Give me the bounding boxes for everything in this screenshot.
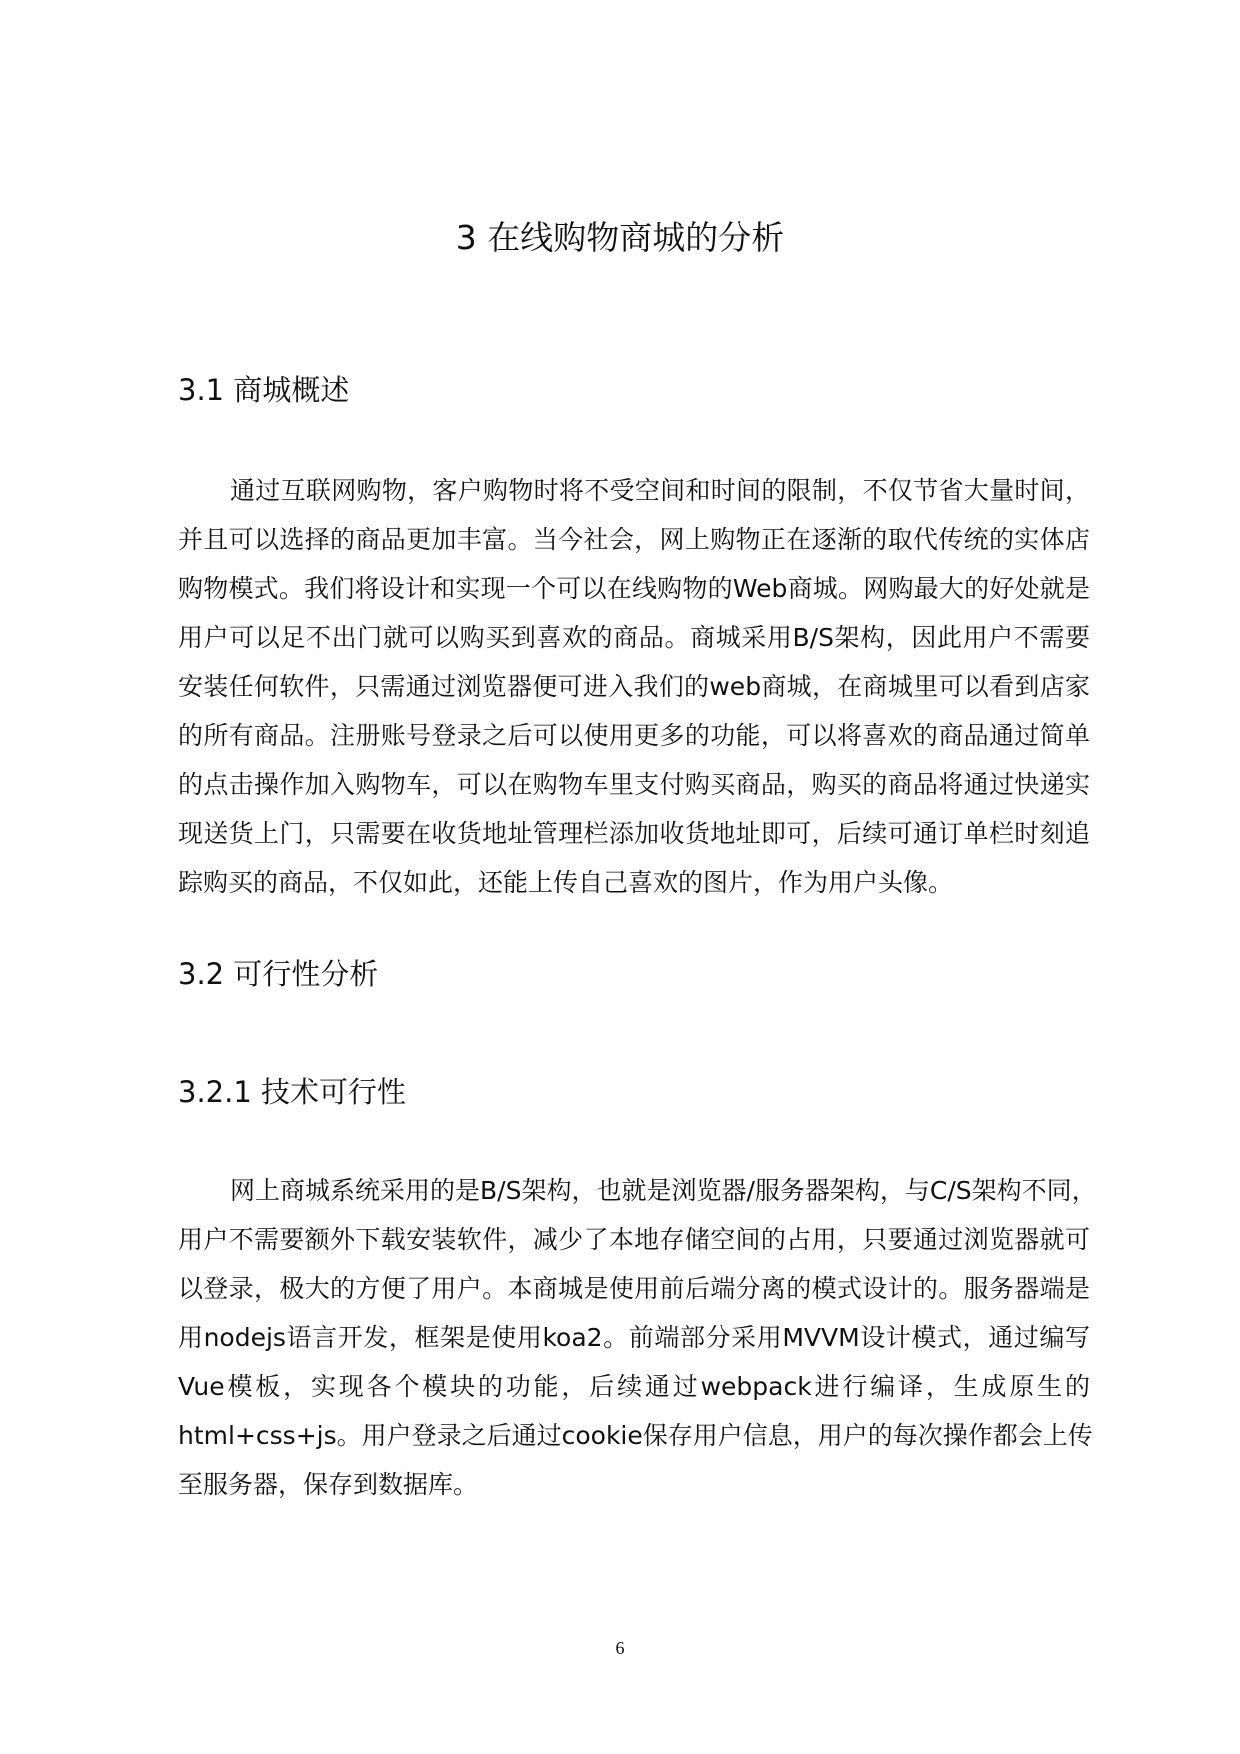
text-line: 并且可以选择的商品更加丰富。当今社会，网上购物正在逐渐的取代传统的实体店: [178, 525, 1090, 554]
section-heading-3-1: 3.1 商城概述: [178, 373, 350, 407]
text-line: 以登录，极大的方便了用户。本商城是使用前后端分离的模式设计的。服务器端是: [178, 1274, 1090, 1303]
text-line: 安装任何软件，只需通过浏览器便可进入我们的web商城，在商城里可以看到店家: [178, 672, 1090, 701]
text-line: html+css+js。用户登录之后通过cookie保存用户信息，用户的每次操作都会上传: [178, 1421, 1093, 1450]
text-line: 用户不需要额外下载安装软件，减少了本地存储空间的占用，只要通过浏览器就可: [178, 1225, 1090, 1254]
text-line: 的点击操作加入购物车，可以在购物车里支付购买商品，购买的商品将通过快递实: [178, 770, 1090, 799]
text-line: 购物模式。我们将设计和实现一个可以在线购物的Web商城。网购最大的好处就是: [178, 574, 1090, 603]
text-line: 用nodejs语言开发，框架是使用koa2。前端部分采用MVVM设计模式，通过编写: [178, 1323, 1090, 1352]
text-line: 用户可以足不出门就可以购买到喜欢的商品。商城采用B/S架构，因此用户不需要: [178, 623, 1090, 652]
text-line: 通过互联网购物，客户购物时将不受空间和时间的限制，不仅节省大量时间，: [230, 476, 1090, 505]
paragraph-technical-feasibility: [178, 1166, 1097, 1509]
section-heading-3-2: 3.2 可行性分析: [178, 957, 379, 991]
page-number: 6: [615, 1638, 625, 1658]
section-heading-3-2-1: 3.2.1 技术可行性: [178, 1075, 407, 1109]
paragraph-overview: [178, 466, 1090, 907]
text-line: 的所有商品。注册账号登录之后可以使用更多的功能，可以将喜欢的商品通过简单: [178, 721, 1090, 750]
text-line: 网上商城系统采用的是B/S架构，也就是浏览器/服务器架构，与C/S架构不同，: [230, 1176, 1097, 1205]
text-line: 至服务器，保存到数据库。: [178, 1470, 479, 1499]
text-line: 现送货上门，只需要在收货地址管理栏添加收货地址即可，后续可通订单栏时刻追: [178, 819, 1090, 848]
text-line: 踪购买的商品，不仅如此，还能上传自己喜欢的图片，作为用户头像。: [178, 868, 954, 897]
chapter-title: 3 在线购物商城的分析: [455, 218, 785, 257]
text-line: Vue模板，实现各个模块的功能，后续通过webpack进行编译，生成原生的: [178, 1372, 1090, 1401]
